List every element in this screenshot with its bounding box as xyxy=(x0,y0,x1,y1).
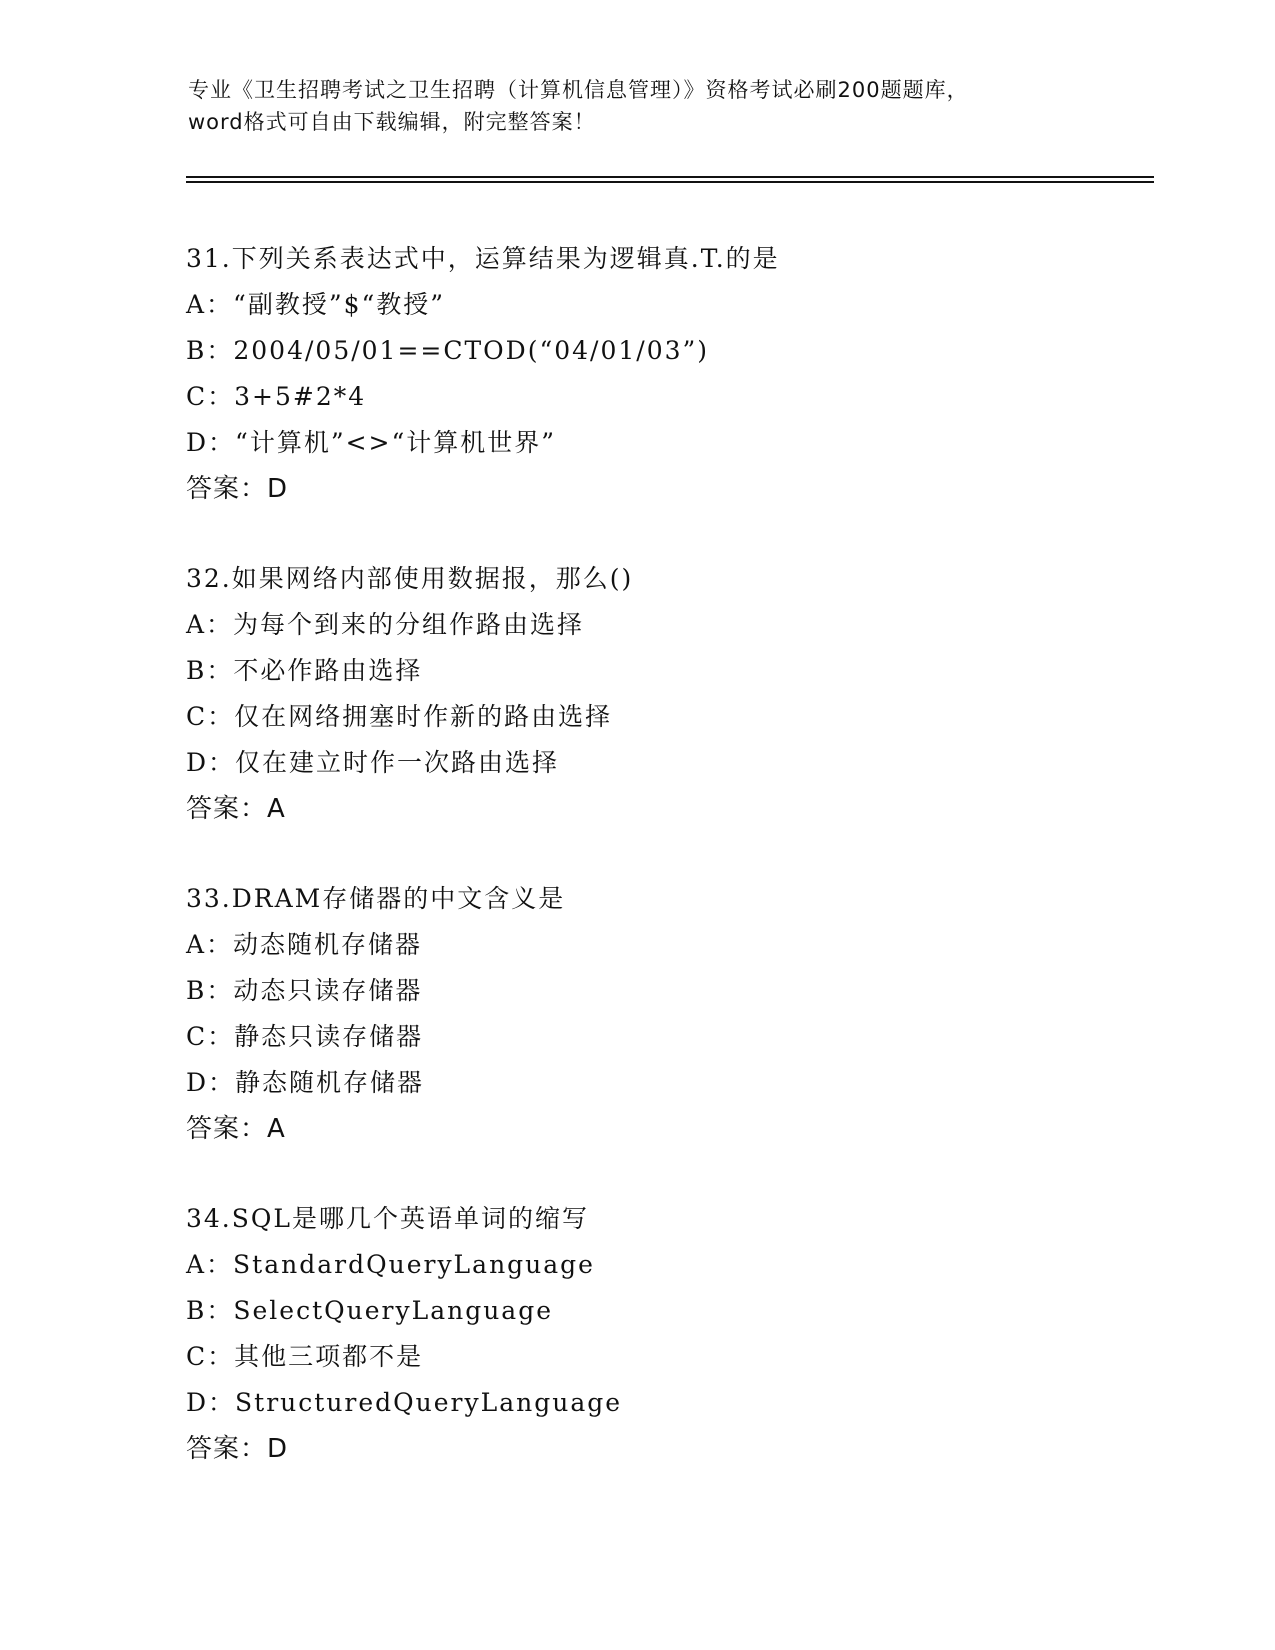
option-b: B：动态只读存储器 xyxy=(186,976,423,1005)
option-c: C：其他三项都不是 xyxy=(186,1342,424,1371)
answer: 答案：A xyxy=(186,1114,286,1144)
option-d: D：“计算机”<>“计算机世界” xyxy=(186,428,557,457)
question-stem: 34.SQL是哪几个英语单词的缩写 xyxy=(186,1204,589,1233)
option-b: B：SelectQueryLanguage xyxy=(186,1296,554,1325)
option-a: A：“副教授”$“教授” xyxy=(186,290,446,319)
answer: 答案：A xyxy=(186,794,286,824)
question-stem: 31.下列关系表达式中，运算结果为逻辑真.T.的是 xyxy=(186,244,780,273)
document-header xyxy=(188,74,1088,138)
option-d: D：StructuredQueryLanguage xyxy=(186,1388,623,1417)
question-32 xyxy=(186,556,1166,832)
header-line-1: 专业《卫生招聘考试之卫生招聘（计算机信息管理）》资格考试必刷200题题库， xyxy=(188,78,969,102)
question-31 xyxy=(186,236,1166,512)
option-d: D：仅在建立时作一次路由选择 xyxy=(186,748,560,777)
option-a: A：为每个到来的分组作路由选择 xyxy=(186,610,585,639)
option-a: A：StandardQueryLanguage xyxy=(186,1250,595,1279)
option-b: B：不必作路由选择 xyxy=(186,656,423,685)
option-b: B：2004/05/01==CTOD(“04/01/03”) xyxy=(186,336,710,365)
question-stem: 33.DRAM存储器的中文含义是 xyxy=(186,884,566,913)
question-34 xyxy=(186,1196,1166,1472)
question-33 xyxy=(186,876,1166,1152)
question-stem: 32.如果网络内部使用数据报，那么() xyxy=(186,564,634,593)
option-d: D：静态随机存储器 xyxy=(186,1068,425,1097)
answer: 答案：D xyxy=(186,1434,289,1464)
header-divider-bottom xyxy=(186,181,1154,183)
header-line-2: word格式可自由下载编辑，附完整答案！ xyxy=(188,110,596,134)
answer: 答案：D xyxy=(186,474,289,504)
option-a: A：动态随机存储器 xyxy=(186,930,423,959)
option-c: C：仅在网络拥塞时作新的路由选择 xyxy=(186,702,613,731)
option-c: C：3+5#2*4 xyxy=(186,382,367,411)
option-c: C：静态只读存储器 xyxy=(186,1022,424,1051)
header-divider-top xyxy=(186,176,1154,178)
